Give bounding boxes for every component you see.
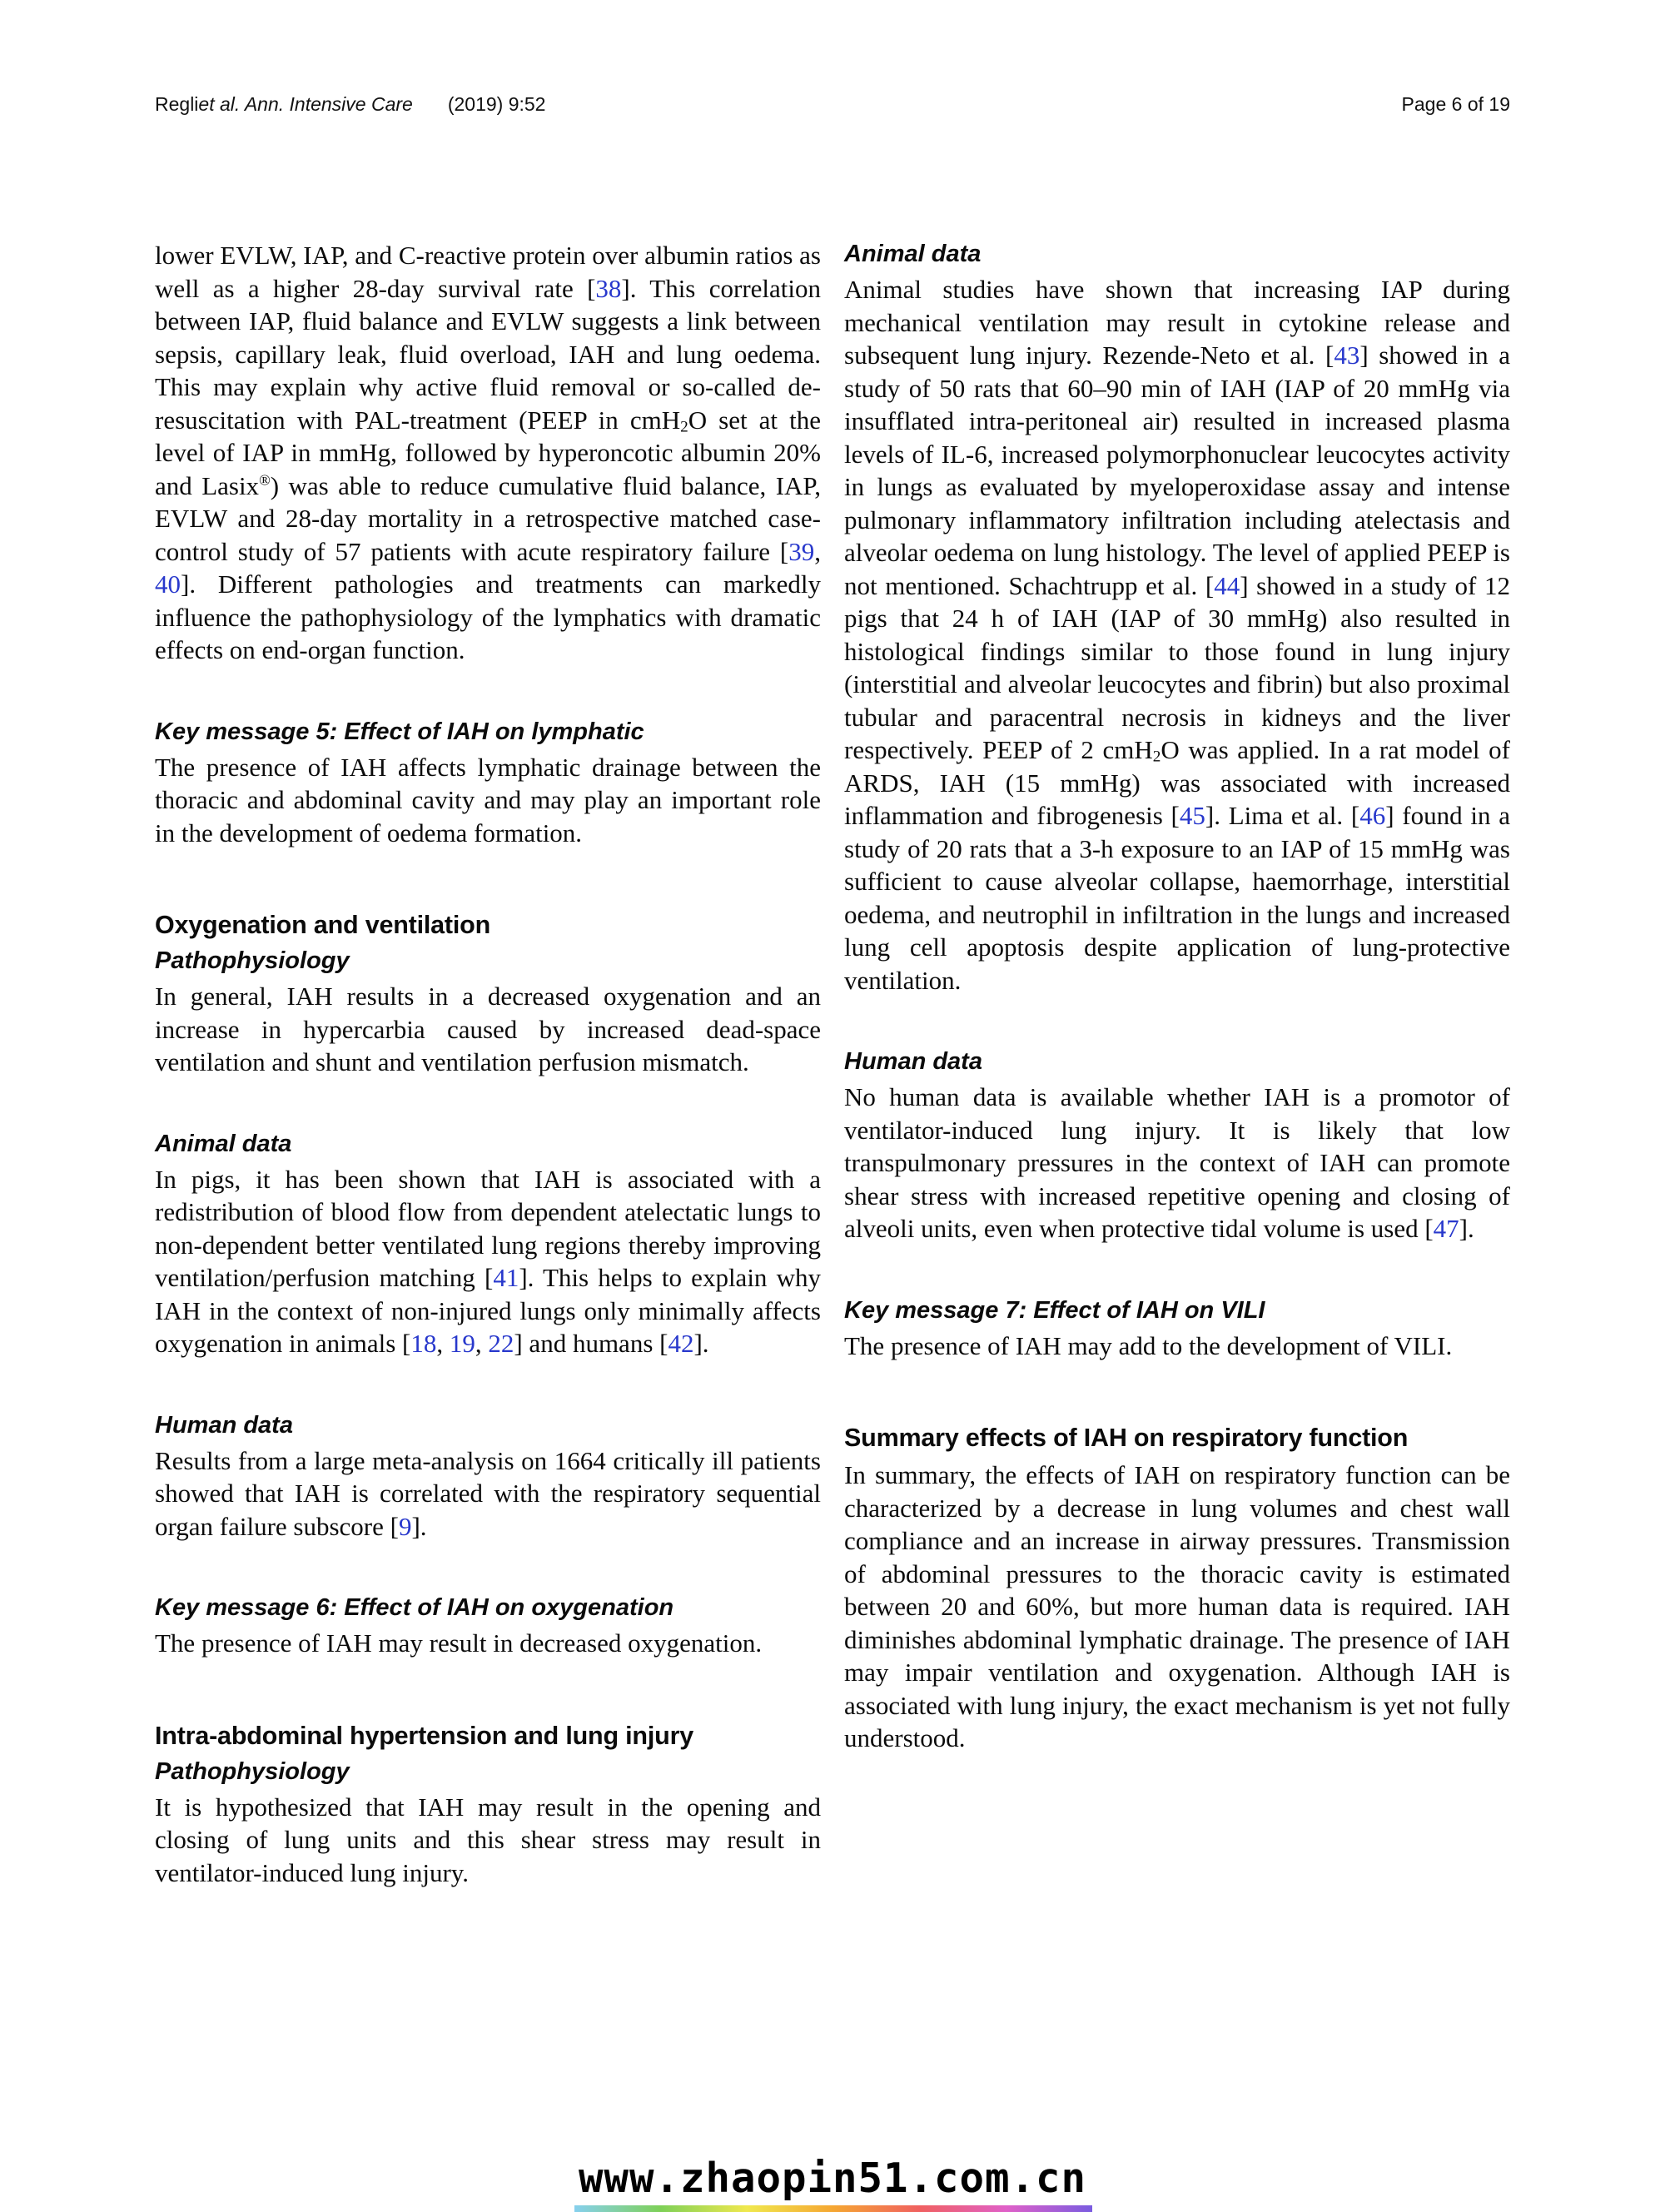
- header-volume: (2019) 9:52: [447, 93, 546, 115]
- paragraph: In general, IAH results in a decreased oxygenation and an increase in hypercarbia caused by increased dead-space ventilation and shunt and ventilation perfusion mismatch.: [155, 982, 821, 1076]
- body-columns: [155, 239, 1510, 1889]
- citation-link[interactable]: 42: [668, 1329, 694, 1358]
- citation-link[interactable]: 38: [595, 273, 622, 303]
- header-page-number: Page 6 of 19: [1401, 93, 1510, 115]
- header-citation: [155, 93, 545, 116]
- paragraph: The presence of IAH may add to the development of VILI.: [844, 1330, 1453, 1360]
- paragraph: lower EVLW, IAP, and C-reactive protein over albumin ratios as well as a higher 28-day survival rate [38]. This correlation between IAP, fluid balance and EVLW suggests a link between sepsis, capillary leak, fluid overload, IAH and lung oedema. This may explain why active fluid removal or so-called de-resuscitation with PAL-treatment (PEEP in cmH$_2$O set at the level of IAP in mmHg, followed by hyperoncotic albumin 20% and Lasix®) was able to reduce cumulative fluid balance, IAP, EVLW and 28-day mortality in a retrospective matched case-control study of 57 patients with acute respiratory failure [39, 40]. Different pathologies and treatments can markedly influence the pathophysiology of the lymphatics with dramatic effects on end-organ function.: [155, 241, 821, 664]
- citation-link[interactable]: 41: [493, 1263, 519, 1292]
- paragraph: It is hypothesized that IAH may result in the opening and closing of lung units and this shear stress may result in ventilator-induced lung injury.: [155, 1792, 821, 1887]
- subsection-heading: Pathophysiology: [155, 1757, 350, 1785]
- subsection-heading: Animal data: [155, 1130, 292, 1157]
- header-journal: et al. Ann. Intensive Care: [198, 93, 413, 115]
- left-column: [155, 239, 821, 1889]
- subsection-heading: Human data: [155, 1411, 293, 1439]
- citation-link[interactable]: 47: [1433, 1214, 1459, 1243]
- paragraph: In pigs, it has been shown that IAH is associated with a redistribution of blood flow from dependent atelectatic lungs to non-dependent better ventilated lung regions thereby improving ventilation/perfusion matching [41]. This helps to explain why IAH in the context of non-injured lungs only minimally affects oxygenation in animals [18, 19, 22] and humans [42].: [155, 1164, 821, 1358]
- superscript-symbol: ®: [259, 471, 271, 489]
- citation-link[interactable]: 19: [449, 1329, 475, 1358]
- subsection-heading: Human data: [844, 1048, 982, 1075]
- subscript-text: 2: [680, 417, 688, 435]
- subscript-text: 2: [1152, 748, 1161, 766]
- rainbow-gradient-bar: [574, 2205, 1092, 2212]
- citation-link[interactable]: 22: [488, 1329, 514, 1358]
- citation-link[interactable]: 9: [398, 1511, 412, 1541]
- subsection-heading: Key message 7: Effect of IAH on VILI: [844, 1296, 1265, 1324]
- citation-link[interactable]: 39: [788, 536, 815, 566]
- header-author: Regli: [155, 93, 199, 115]
- subsection-heading: Key message 6: Effect of IAH on oxygenation: [155, 1594, 674, 1621]
- section-heading: Oxygenation and ventilation: [155, 911, 491, 939]
- watermark-text: www.zhaopin51.com.cn: [578, 2155, 1086, 2202]
- citation-link[interactable]: 44: [1214, 570, 1240, 600]
- paragraph: No human data is available whether IAH is a promotor of ventilator-induced lung injury. It is likely that low transpulmonary pressures in the context of IAH can promote shear stress with increased repetitive opening and closing of alveoli units, even when protective tidal volume is used [47].: [844, 1082, 1510, 1243]
- paragraph: In summary, the effects of IAH on respiratory function can be characterized by a decrease in lung volumes and chest wall compliance and an increase in airway pressures. Transmission of abdominal pressures to the thoracic cavity is estimated between 20 and 60%, but more human data is required. IAH diminishes abdominal lymphatic drainage. The presence of IAH may impair ventilation and oxygenation. Although IAH is associated with lung injury, the exact mechanism is yet not fully understood.: [844, 1460, 1510, 1752]
- section-heading: Summary effects of IAH on respiratory function: [844, 1424, 1409, 1452]
- paragraph: The presence of IAH may result in decreased oxygenation.: [155, 1628, 763, 1658]
- section-heading: Intra-abdominal hypertension and lung injury: [155, 1721, 693, 1750]
- subsection-heading: Key message 5: Effect of IAH on lymphatic: [155, 718, 644, 745]
- citation-link[interactable]: 18: [410, 1329, 437, 1358]
- paragraph: Animal studies have shown that increasing IAP during mechanical ventilation may result in cytokine release and subsequent lung injury. Rezende-Neto et al. [43] showed in a study of 50 rats that 60–90 min of IAH (IAP of 20 mmHg via insufflated intra-peritoneal air) resulted in increased plasma levels of IL-6, increased polymorphonuclear leucocytes activity in lungs as evaluated by myeloperoxidase assay and intense pulmonary inflammatory infiltration including atelectasis and alveolar oedema on lung histology. The level of applied PEEP is not mentioned. Schachtrupp et al. [44] showed in a study of 12 pigs that 24 h of IAH (IAP of 30 mmHg) also resulted in histological findings similar to those found in lung injury (interstitial and alveolar leucocytes and fibrin) but also proximal tubular and paracentral necrosis in kidneys and the liver respectively. PEEP of 2 cmH$_2$O was applied. In a rat model of ARDS, IAH (15 mmHg) was associated with increased inflammation and fibrogenesis [45]. Lima et al. [46] found in a study of 20 rats that a 3-h exposure to an IAP of 15 mmHg was sufficient to cause alveolar collapse, haemorrhage, interstitial oedema, and neutrophil in infiltration in the lungs and increased lung cell apoptosis despite application of lung-protective ventilation.: [844, 275, 1511, 995]
- right-column: [844, 239, 1510, 1889]
- subsection-heading: Animal data: [844, 241, 982, 267]
- running-head: [155, 93, 1510, 116]
- citation-link[interactable]: 45: [1179, 801, 1205, 830]
- paragraph: Results from a large meta-analysis on 1664 critically ill patients showed that IAH is correlated with the respiratory sequential organ failure subscore [9].: [155, 1445, 821, 1541]
- paragraph: The presence of IAH affects lymphatic drainage between the thoracic and abdominal cavity and may play an important role in the development of oedema formation.: [155, 752, 821, 848]
- subsection-heading: Pathophysiology: [155, 947, 350, 974]
- citation-link[interactable]: 40: [155, 569, 181, 599]
- citation-link[interactable]: 46: [1359, 801, 1386, 830]
- citation-link[interactable]: 43: [1334, 340, 1360, 370]
